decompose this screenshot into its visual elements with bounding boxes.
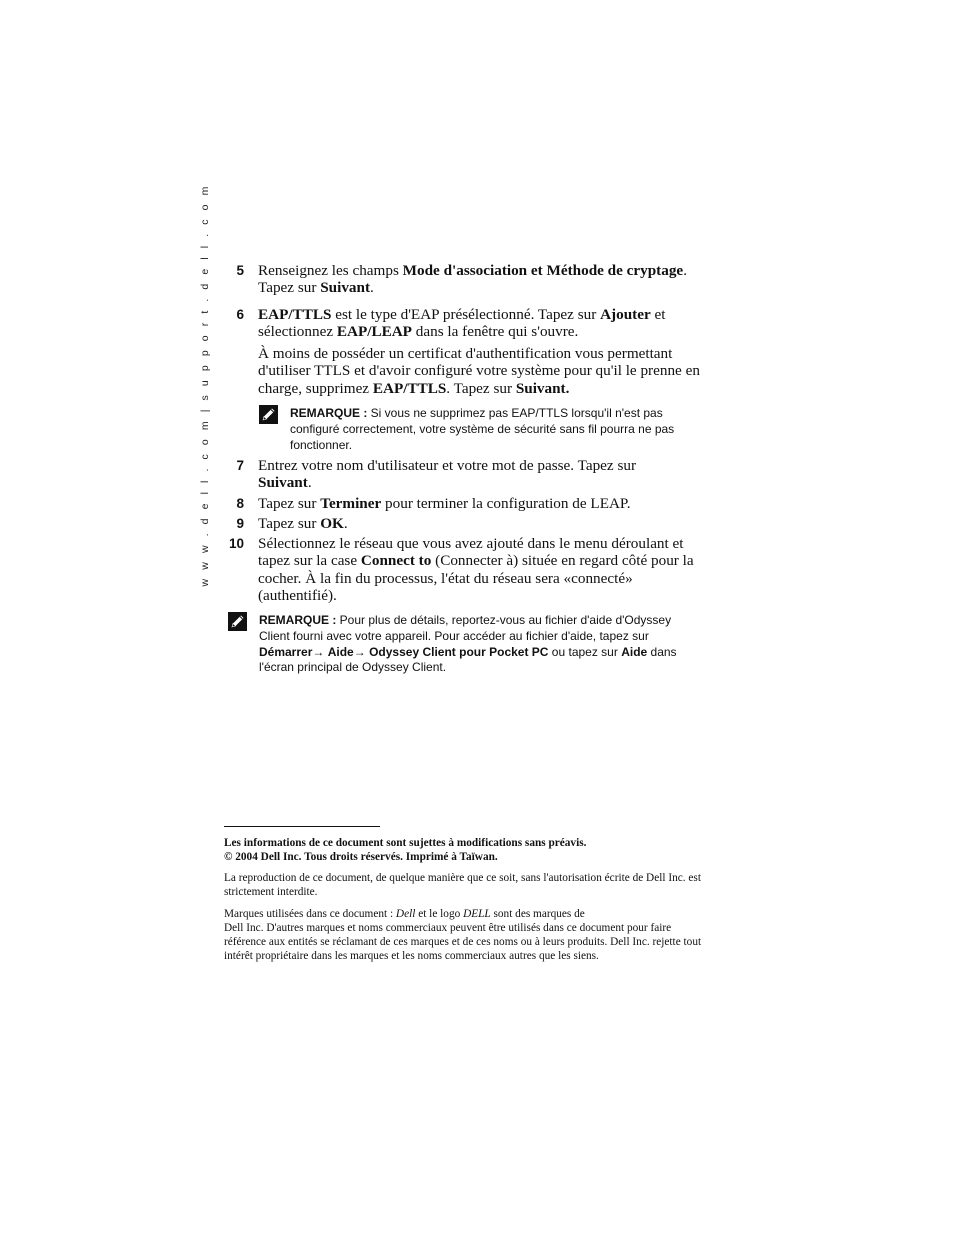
footer-trademarks: Marques utilisées dans ce document : Dell et le logo DELL sont des marques de Dell Inc. D'autres marques et noms commerciaux peuvent être utilisés dans ce document pour faire référence aux entités se réclamant de ces marques et de ces noms ou à leurs produits. Dell Inc. rejette tout intérêt propriétaire dans les marques et les noms commerciaux autres que les siens.	[224, 908, 702, 962]
step-5: Renseignez les champs Mode d'association et Méthode de cryptage. Tapez sur Suivant.	[258, 262, 687, 297]
note-label: REMARQUE :	[290, 406, 368, 420]
step-number: 10	[228, 536, 244, 551]
step-6-paragraph: À moins de posséder un certificat d'authentification vous permettant d'utiliser TTLS et d'avoir configuré votre système pour qu'il le prenne en charge, supprimez EAP/TTLS. Tapez sur Suivant.	[258, 345, 700, 397]
step-number: 5	[236, 263, 244, 278]
step-number: 9	[236, 516, 244, 531]
step-number: 7	[236, 458, 244, 473]
step-6: EAP/TTLS est le type d'EAP présélectionné. Tapez sur Ajouter et sélectionnez EAP/LEAP dans la fenêtre qui s'ouvre.	[258, 306, 666, 341]
button-name: Suivant	[320, 279, 371, 297]
step-9: Tapez sur OK.	[258, 515, 348, 532]
note-1: REMARQUE : Si vous ne supprimez pas EAP/TTLS lorsqu'il n'est pas configuré correctement, votre système de sécurité sans fil pourra ne pas fonctionner.	[290, 406, 675, 452]
step-number: 6	[236, 307, 244, 322]
sidebar-url	[197, 183, 213, 587]
step-7: Entrez votre nom d'utilisateur et votre mot de passe. Tapez sur Suivant.	[258, 457, 637, 492]
arrow-icon: →	[312, 644, 328, 659]
footer-reproduction: La reproduction de ce document, de quelque manière que ce soit, sans l'autorisation écrite de Dell Inc. est strictement interdite.	[224, 872, 701, 898]
field-name: Mode d'association et Méthode de cryptage	[402, 262, 684, 279]
footer-divider	[224, 826, 380, 827]
note-2: REMARQUE : Pour plus de détails, reportez-vous au fichier d'aide d'Odyssey Client fourni avec votre appareil. Pour accéder au fichier d'aide, tapez sur Démarrer→ Aide→ Odyssey Client pour Pocket PC ou tapez sur Aide dans l'écran principal de Odyssey Client.	[259, 613, 677, 675]
sidebar-url-text: w w w . d e l l . c o m | s u p p o r t . d e l l . c o m	[199, 183, 211, 587]
note-label: REMARQUE :	[259, 613, 337, 627]
arrow-icon: →	[353, 644, 370, 659]
footer-notice: Les informations de ce document sont sujettes à modifications sans préavis. © 2004 Dell Inc. Tous droits réservés. Imprimé à Taïwan.	[224, 837, 587, 863]
step-number: 8	[236, 496, 244, 511]
note-pencil-icon	[259, 405, 278, 424]
step-10: Sélectionnez le réseau que vous avez ajouté dans le menu déroulant et tapez sur la case Connect to (Connecter à) située en regard côté pour la cocher. À la fin du processus, l'état du réseau sera «connecté» (authentifié).	[258, 535, 694, 605]
note-pencil-icon	[228, 612, 247, 631]
step-8: Tapez sur Terminer pour terminer la configuration de LEAP.	[258, 495, 631, 512]
